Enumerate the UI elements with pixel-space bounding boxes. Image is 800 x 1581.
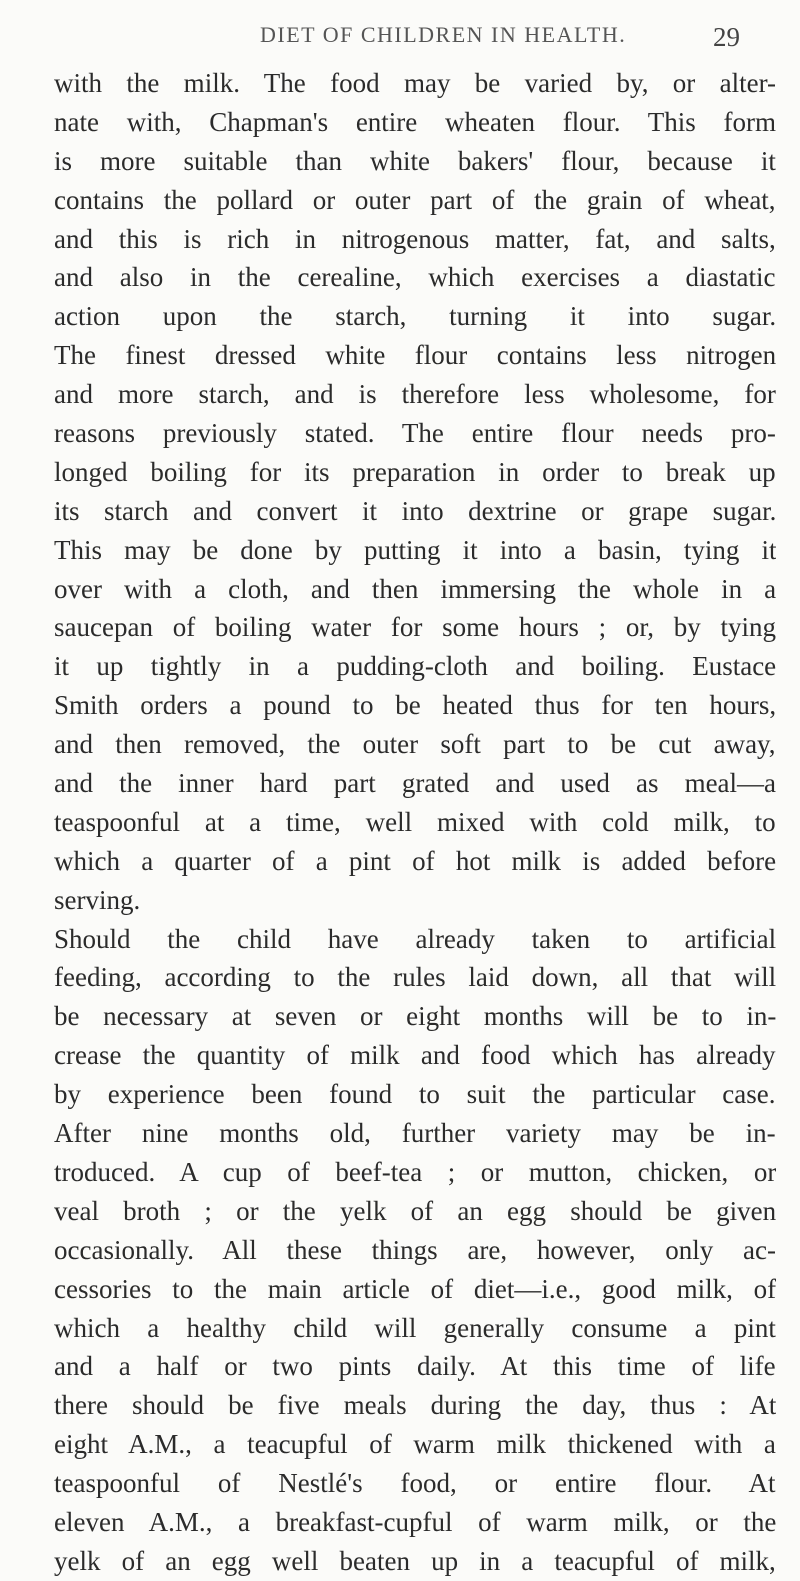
text-line: The finest dressed white flour contains less nitrogen [54,340,776,371]
running-head [130,22,740,58]
text-line: serving. [54,884,141,915]
text-line: eight A.M., a teacupful of warm milk thickened with a [54,1429,776,1460]
text-line: nate with, Chapman's entire wheaten flour. This form [54,106,776,137]
text-line: yelk of an egg well beaten up in a teacupful of milk, [54,1545,776,1576]
text-line: by experience been found to suit the particular case. [54,1079,776,1110]
text-line: and also in the cerealine, which exercises a diastatic [54,262,776,293]
text-line: with the milk. The food may be varied by, or alter- [54,68,776,98]
text-line: is more suitable than white bakers' flour, because it [54,145,776,176]
text-line: eleven A.M., a breakfast-cupful of warm milk, or the [54,1506,776,1537]
text-line: teaspoonful at a time, well mixed with cold milk, to [54,806,776,837]
running-title: DIET OF CHILDREN IN HEALTH. [260,22,627,47]
body-text [54,64,776,1581]
text-line: be necessary at seven or eight months will be to in- [54,1001,776,1032]
text-line: crease the quantity of milk and food which has already [54,1040,776,1071]
text-line: cessories to the main article of diet—i.e., good milk, of [54,1273,776,1304]
text-line: teaspoonful of Nestlé's food, or entire flour. At [54,1468,776,1499]
text-line: it up tightly in a pudding-cloth and boiling. Eustace [54,651,776,682]
text-line: and a half or two pints daily. At this time of life [54,1351,776,1382]
text-line: reasons previously stated. The entire flour needs pro- [54,418,776,449]
text-line: veal broth ; or the yelk of an egg should be given [54,1195,776,1226]
text-line: its starch and convert it into dextrine or grape sugar. [54,495,776,526]
text-line: action upon the starch, turning it into sugar. [54,301,776,332]
text-line: contains the pollard or outer part of the grain of wheat, [54,184,776,215]
text-line: and the inner hard part grated and used as meal—a [54,768,776,799]
text-line: which a quarter of a pint of hot milk is added before [54,845,776,876]
text-line: and this is rich in nitrogenous matter, fat, and salts, [54,223,776,254]
text-line: there should be five meals during the day, thus : At [54,1390,776,1421]
text-line: saucepan of boiling water for some hours ; or, by tying [54,612,776,643]
text-line: Should the child have already taken to artificial [54,923,776,954]
text-line: which a healthy child will generally consume a pint [54,1312,776,1343]
text-line: over with a cloth, and then immersing the whole in a [54,573,776,604]
text-line: occasionally. All these things are, however, only ac- [54,1234,776,1265]
text-line: Smith orders a pound to be heated thus for ten hours, [54,690,776,721]
text-line: After nine months old, further variety may be in- [54,1118,776,1149]
text-line: and more starch, and is therefore less wholesome, for [54,379,776,410]
text-line: longed boiling for its preparation in order to break up [54,456,776,487]
text-line: This may be done by putting it into a basin, tying it [54,534,776,565]
text-line: troduced. A cup of beef-tea ; or mutton, chicken, or [54,1156,776,1187]
text-line: and then removed, the outer soft part to be cut away, [54,729,776,760]
text-line: feeding, according to the rules laid down, all that will [54,962,776,993]
page-number: 29 [713,22,740,52]
